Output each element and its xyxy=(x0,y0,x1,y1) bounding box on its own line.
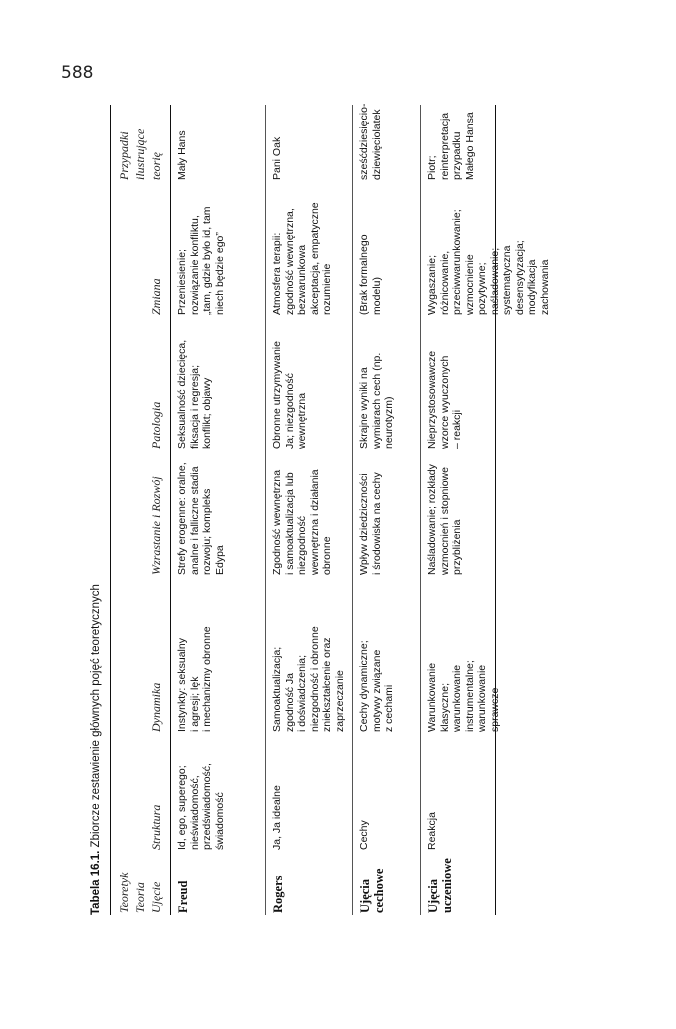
cell-dynamics: Warunkowanie klasyczne; warunkowanie instrumentalne; warunkowanie sprawcze xyxy=(426,660,501,732)
caption-text: Zbiorcze zestawienie głównych pojęć teoretycznych xyxy=(90,584,102,851)
cell-structure: Cechy xyxy=(358,820,370,850)
cell-growth: Wpływ dziedziczności i środowiska na cechy xyxy=(358,472,383,575)
header-pathology: Patologia xyxy=(149,401,163,449)
cell-pathology: Seksualność dziecięca, fiksacja i regresja; konflikt; objawy xyxy=(176,339,213,449)
cell-growth: Strefy erogenne: oralne, analne i falliczne stadia rozwoju; kompleks Edypa xyxy=(176,462,226,575)
cell-change: (Brak formalnego modelu) xyxy=(358,234,383,315)
row-name: Ujęcia cechowe xyxy=(358,868,386,913)
cell-cases: Pani Oak xyxy=(271,136,283,180)
cell-growth: Zgodność wewnętrzna i samoaktualizacja lub niezgodność wewnętrzna i działania obronne xyxy=(271,469,333,575)
header-approach: Ujęcie xyxy=(149,881,163,913)
cell-pathology: Obronne utrzymywanie Ja; niezgodność wewnętrzna xyxy=(271,341,308,449)
cell-change: Wygaszanie; różnicowanie, przeciwwarunkowanie; wzmocnienie pozytywne; naśladowanie; systematyczna desensytyzacja; modyfikacja zachowania xyxy=(426,209,551,315)
cell-dynamics: Samoaktualizacja; zgodność Ja i doświadczenia; niezgodność i obronne zniekształcenie oraz zaprzeczanie xyxy=(271,626,346,732)
cell-cases: sześćdziesięcio- dziewięciolatek xyxy=(358,103,383,180)
header-structure: Struktura xyxy=(149,804,163,850)
cell-dynamics: Instynkty: seksualny i agresji; lęk i mechanizmy obronne xyxy=(176,626,213,732)
header-growth: Wzrastanie i Rozwój xyxy=(149,476,163,575)
header-cases-line-2: ilustrujące xyxy=(133,128,147,180)
rule-row-1 xyxy=(265,105,266,915)
header-first-col xyxy=(116,873,164,913)
page-number: 588 xyxy=(61,63,94,83)
rotated-table xyxy=(90,103,551,915)
cell-pathology: Nieprzystosowawcze wzorce wyuczonych – reakcji xyxy=(426,350,463,449)
rule-top xyxy=(110,105,111,915)
cell-structure: Id, ego, superego; nieświadomość, przedświadomość, świadomość xyxy=(176,763,226,850)
cell-cases: Piotr; reinterpretacja przypadku Małego Hansa xyxy=(426,112,476,180)
header-theory: Teoria xyxy=(133,882,147,913)
cell-dynamics: Cechy dynamiczne; motywy związane z cechami xyxy=(358,640,395,732)
cell-growth: Naśladowanie; rozkłady wzmocnień i stopniowe przybliżenia xyxy=(426,464,463,575)
row-name: Rogers xyxy=(271,875,285,913)
row-name: Ujęcia uczeniowe xyxy=(426,858,454,913)
header-cases-line-3: teorię xyxy=(149,152,163,180)
header-dynamics: Dynamika xyxy=(149,682,163,732)
rule-row-3 xyxy=(420,105,421,915)
table-caption xyxy=(90,584,102,915)
cell-change: Przeniesienie; rozwiązanie konfliktu, „tam, gdzie było id, tam niech będzie ego” xyxy=(176,206,226,315)
caption-label: Tabela 16.1. xyxy=(90,850,102,915)
header-cases-line-1: Przypadki xyxy=(117,131,131,180)
header-theorist: Teoretyk xyxy=(117,872,131,913)
rule-row-2 xyxy=(352,105,353,915)
cell-structure: Reakcja xyxy=(426,812,438,850)
cell-pathology: Skrajne wyniki na wymiarach cech (np. neurotyzm) xyxy=(358,352,395,449)
header-cases xyxy=(116,129,164,180)
cell-change: Atmosfera terapii: zgodność wewnętrzna, bezwarunkowa akceptacja, empatyczne rozumienie xyxy=(271,202,333,315)
rule-header xyxy=(170,105,171,915)
header-change: Zmiana xyxy=(149,278,163,315)
row-name: Freud xyxy=(176,880,190,913)
cell-cases: Mały Hans xyxy=(176,130,188,180)
cell-structure: Ja, Ja idealne xyxy=(271,785,283,850)
